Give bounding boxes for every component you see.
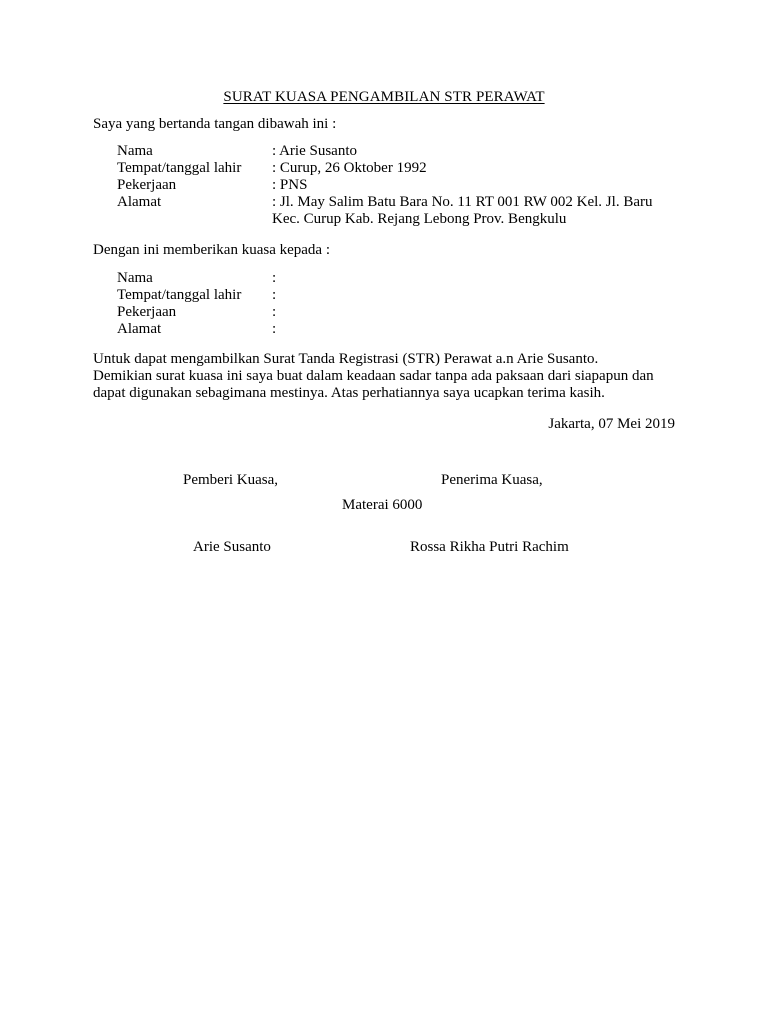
place-date: Jakarta, 07 Mei 2019 bbox=[548, 416, 675, 432]
grantor-job-row bbox=[117, 177, 677, 194]
grantor-name-row bbox=[117, 143, 677, 160]
body-paragraph bbox=[93, 351, 683, 402]
handover-text: Dengan ini memberikan kuasa kepada : bbox=[93, 242, 330, 258]
grantee-address-value: : bbox=[272, 321, 277, 337]
grantee-address-row bbox=[117, 321, 677, 338]
grantor-address-line2: Kec. Curup Kab. Rejang Lebong Prov. Bengkulu bbox=[272, 211, 567, 227]
grantor-birth-value: : Curup, 26 Oktober 1992 bbox=[272, 160, 427, 176]
grantee-job-value: : bbox=[272, 304, 277, 320]
grantee-birth-label: Tempat/tanggal lahir bbox=[117, 287, 242, 303]
giver-label: Pemberi Kuasa, bbox=[183, 472, 278, 488]
grantor-job-label: Pekerjaan bbox=[117, 177, 177, 193]
grantor-details bbox=[117, 143, 677, 228]
grantee-birth-row bbox=[117, 287, 677, 304]
grantee-details bbox=[117, 270, 677, 338]
grantee-job-row bbox=[117, 304, 677, 321]
grantor-address-row bbox=[117, 194, 677, 228]
grantor-name-value: : Arie Susanto bbox=[272, 143, 357, 159]
grantee-name-label: Nama bbox=[117, 270, 153, 286]
grantor-address-value bbox=[272, 194, 677, 228]
grantee-name-row bbox=[117, 270, 677, 287]
grantor-address-line1: : Jl. May Salim Batu Bara No. 11 RT 001 RW 002 Kel. Jl. Baru bbox=[272, 194, 653, 210]
body-line-2: Demikian surat kuasa ini saya buat dalam keadaan sadar tanpa ada paksaan dari siapapun dan bbox=[93, 368, 654, 384]
body-line-3: dapat digunakan sebagimana mestinya. Atas perhatiannya saya ucapkan terima kasih. bbox=[93, 385, 605, 401]
grantee-job-label: Pekerjaan bbox=[117, 304, 177, 320]
grantor-birth-label: Tempat/tanggal lahir bbox=[117, 160, 242, 176]
letter-title: SURAT KUASA PENGAMBILAN STR PERAWAT bbox=[223, 89, 545, 105]
grantee-address-label: Alamat bbox=[117, 321, 162, 337]
grantee-birth-value: : bbox=[272, 287, 277, 303]
grantor-birth-row bbox=[117, 160, 677, 177]
receiver-name: Rossa Rikha Putri Rachim bbox=[410, 539, 569, 555]
giver-name: Arie Susanto bbox=[193, 539, 271, 555]
grantee-name-value: : bbox=[272, 270, 277, 286]
body-line-1: Untuk dapat mengambilkan Surat Tanda Registrasi (STR) Perawat a.n Arie Susanto. bbox=[93, 351, 599, 367]
receiver-label: Penerima Kuasa, bbox=[441, 472, 543, 488]
grantor-address-label: Alamat bbox=[117, 194, 162, 210]
stamp-note: Materai 6000 bbox=[342, 497, 423, 513]
grantor-job-value: : PNS bbox=[272, 177, 308, 193]
intro-text: Saya yang bertanda tangan dibawah ini : bbox=[93, 116, 337, 132]
grantor-name-label: Nama bbox=[117, 143, 153, 159]
